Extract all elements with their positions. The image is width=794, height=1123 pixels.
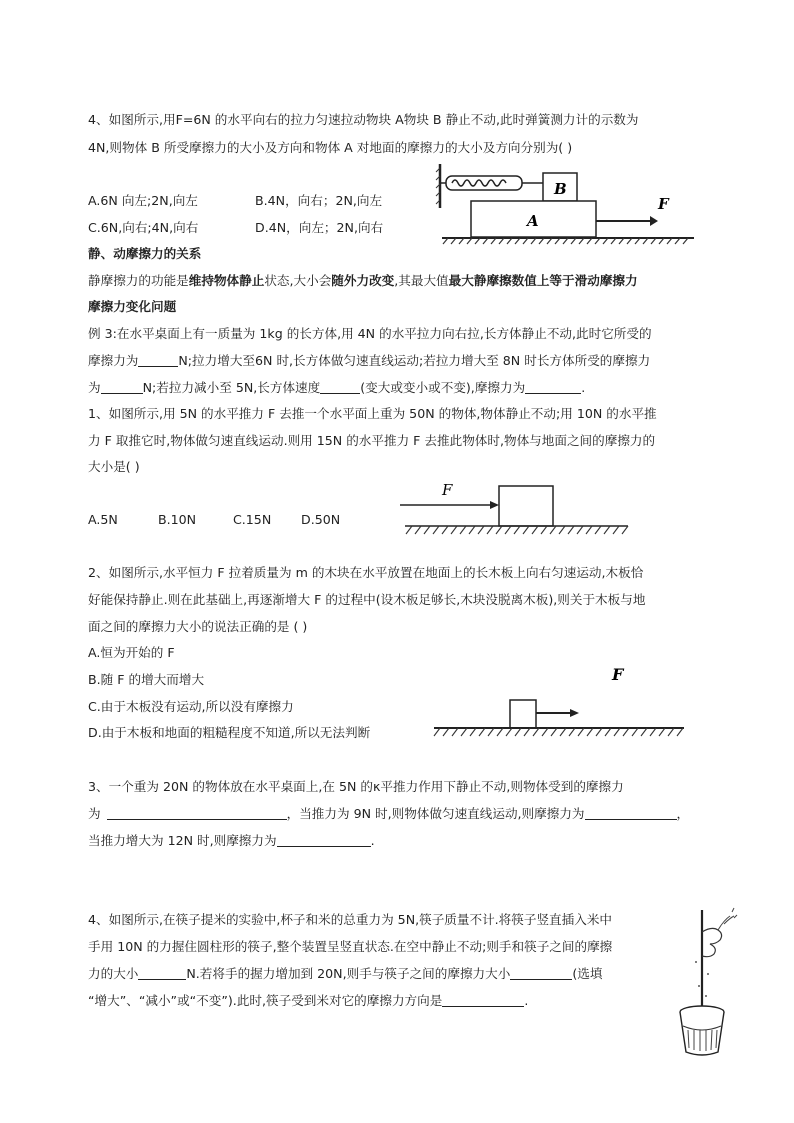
q4a-line2: 4N,则物体 B 所受摩擦力的大小及方向和物体 A 对地面的摩擦力的大小及方向分别为( ): [88, 140, 573, 155]
heading-friction-change: 摩擦力变化问题: [88, 299, 177, 314]
q4b-blank1[interactable]: [138, 967, 186, 980]
q3-text: 为: [88, 806, 101, 821]
q3-text: ，当推力为 9N 时,则物体做匀速直线运动,则摩擦力为: [286, 806, 585, 821]
chopsticks-rice-cup-figure: [672, 902, 742, 1062]
q1-line3: 大小是( ): [88, 459, 140, 474]
ex3-blank3[interactable]: [320, 381, 360, 394]
rule-p1: 静摩擦力的功能是: [88, 273, 189, 288]
q4b-line4: [88, 993, 528, 1009]
ex3-line3: [88, 380, 585, 396]
q4a-figure: [436, 162, 696, 246]
rule-p3: ,其最大值: [394, 273, 449, 288]
q2-line2: 好能保持静止.则在此基础上,再逐渐增大 F 的过程中(设木板足够长,木块没脱离木板),则关于木板与地: [88, 592, 646, 607]
q2-figure: [430, 656, 686, 740]
rule-b1: 维持物体静止: [188, 273, 265, 288]
ex3-blank4[interactable]: [525, 381, 581, 394]
ex3-text: N;拉力增大至6N 时,长方体做匀速直线运动;若拉力增大至 8N 时长方体所受的摩擦力: [178, 353, 651, 368]
q3-line2: [88, 806, 689, 822]
q2-option-c: C.由于木板没有运动,所以没有摩擦力: [88, 699, 294, 714]
q4a-option-a: A.6N 向左;2N,向左: [88, 193, 198, 208]
label-b: B: [554, 180, 567, 198]
ex3-line2: [88, 353, 650, 369]
q4b-text: 力的大小: [88, 966, 139, 981]
label-f: F: [658, 195, 669, 213]
q4b-line3: [88, 966, 602, 982]
ex3-text: N;若拉力减小至 5N,长方体速度: [142, 380, 321, 395]
q4b-text: “增大”、“减小”或“不变”).此时,筷子受到米对它的摩擦力方向是: [88, 993, 443, 1008]
q2-option-b: B.随 F 的增大而增大: [88, 672, 205, 687]
rule-line: [88, 273, 638, 289]
q3-text: .: [370, 833, 375, 848]
ex3-blank2[interactable]: [101, 381, 143, 394]
ex3-text: .: [581, 380, 586, 395]
q3-blank3[interactable]: [277, 834, 371, 847]
label-a: A: [527, 212, 539, 230]
q1-block: [499, 486, 553, 526]
q1-line1: 1、如图所示,用 5N 的水平推力 F 去推一个水平面上重为 50N 的物体,物体静止不动;用 10N 的水平推: [88, 406, 657, 421]
ex3-line1: 例 3:在水平桌面上有一质量为 1kg 的长方体,用 4N 的水平拉力向右拉,长方体静止不动,此时它所受的: [88, 326, 652, 341]
q4a-option-b: B.4N，向右；2N,向左: [255, 193, 383, 208]
q2-option-d: D.由于木板和地面的粗糙程度不知道,所以无法判断: [88, 725, 371, 740]
q2-line1: 2、如图所示,水平恒力 F 拉着质量为 m 的木块在水平放置在地面上的长木板上向右匀速运动,木板恰: [88, 565, 644, 580]
q4a-option-d: D.4N，向左；2N,向右: [255, 220, 384, 235]
rule-p2: 状态,大小会: [264, 273, 332, 288]
q2-option-a: A.恒为开始的 F: [88, 645, 175, 660]
q4b-text: N.若将手的握力增加到 20N,则手与筷子之间的摩擦力大小: [186, 966, 511, 981]
q1-option-c: C.15N: [233, 512, 272, 527]
q4b-blank2[interactable]: [510, 967, 572, 980]
q4b-line1: 4、如图所示,在筷子提米的实验中,杯子和米的总重力为 5N,筷子质量不计.将筷子竖直插入米中: [88, 912, 613, 927]
heading-static-kinetic: 静、动摩擦力的关系: [88, 246, 202, 261]
ex3-blank1[interactable]: [138, 354, 178, 367]
q4b-line2: 手用 10N 的力握住圆柱形的筷子,整个装置呈竖直状态.在空中静止不动;则手和筷子之间的摩擦: [88, 939, 613, 954]
hand: [702, 928, 722, 956]
q3-blank2[interactable]: [585, 807, 677, 820]
q3-line3: [88, 833, 375, 849]
q4a-option-c: C.6N,向右;4N,向右: [88, 220, 199, 235]
rule-b3: 最大静摩擦数值上等于滑动摩擦力: [448, 273, 638, 288]
q4a-line1: 4、如图所示,用F=6N 的水平向右的拉力匀速拉动物块 A物块 B 静止不动,此时弹簧测力计的示数为: [88, 112, 639, 127]
q4b-text: (选填: [572, 966, 603, 981]
q1-label-f: F: [442, 481, 453, 499]
q3-text: 当推力增大为 12N 时,则摩擦力为: [88, 833, 277, 848]
q2-label-f: F: [612, 665, 624, 684]
q1-option-b: B.10N: [158, 512, 197, 527]
q1-option-d: D.50N: [301, 512, 341, 527]
q1-option-a: A.5N: [88, 512, 118, 527]
q2-line3: 面之间的摩擦力大小的说法正确的是 ( ): [88, 619, 308, 634]
q4b-text: .: [524, 993, 529, 1008]
q4b-blank3[interactable]: [442, 994, 524, 1007]
q3-text: ，: [676, 806, 690, 821]
q3-blank1[interactable]: [107, 807, 287, 820]
q2-block: [510, 700, 536, 728]
ex3-text: 摩擦力为: [88, 353, 139, 368]
cup: [680, 1012, 724, 1055]
q1-figure: [400, 478, 634, 536]
rule-b2: 随外力改变: [331, 273, 395, 288]
q1-line2: 力 F 取推它时,物体做匀速直线运动.则用 15N 的水平推力 F 去推此物体时,物体与地面之间的摩擦力的: [88, 433, 656, 448]
ex3-text: 为: [88, 380, 101, 395]
q3-line1: 3、一个重为 20N 的物体放在水平桌面上,在 5N 的κ平推力作用下静止不动,则物体受到的摩擦力: [88, 779, 624, 794]
ex3-text: (变大或变小或不变),摩擦力为: [360, 380, 526, 395]
